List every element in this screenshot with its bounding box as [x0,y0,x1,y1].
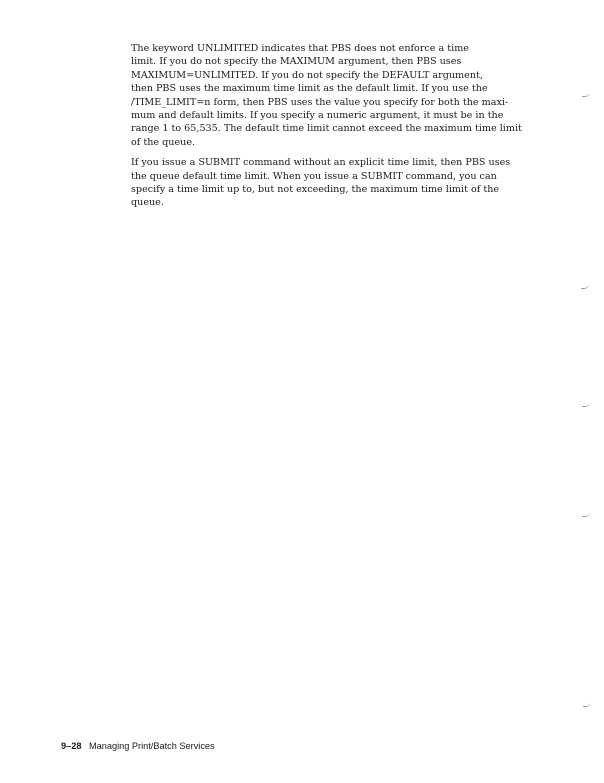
text-line: specify a time limit up to, but not exceeding, the maximum time limit of the [131,184,500,196]
text-line: /TIME_LIMIT=n form, then PBS uses the value you specify for both the maxi- [131,96,509,108]
text-line: the queue default time limit. When you issue a SUBMIT command, you can [131,170,497,182]
text-line: MAXIMUM=UNLIMITED. If you do not specify the DEFAULT argument, [131,69,483,81]
section-title: Managing Print/Batch Services [89,741,215,751]
page-number: 9–28 [61,741,82,751]
paragraph-submit-command [131,156,515,210]
scan-mark [582,92,590,97]
text-line: range 1 to 65,535. The default time limit cannot exceed the maximum time limit [131,123,522,135]
text-line: then PBS uses the maximum time limit as the default limit. If you use the [131,83,488,95]
paragraph-time-limit-keyword [131,42,522,149]
scan-mark [582,402,590,407]
text-line: of the queue. [131,136,196,148]
text-line: mum and default limits. If you specify a numeric argument, it must be in the [131,110,504,122]
text-line: queue. [131,197,164,209]
scan-mark [583,702,591,707]
body-text [131,42,522,210]
text-line: limit. If you do not specify the MAXIMUM argument, then PBS uses [131,56,462,68]
text-line: The keyword UNLIMITED indicates that PBS does not enforce a time [131,43,469,54]
scan-mark [582,512,590,517]
scan-mark [581,284,589,289]
page-footer [61,741,215,751]
text-line: If you issue a SUBMIT command without an explicit time limit, then PBS uses [131,157,511,169]
